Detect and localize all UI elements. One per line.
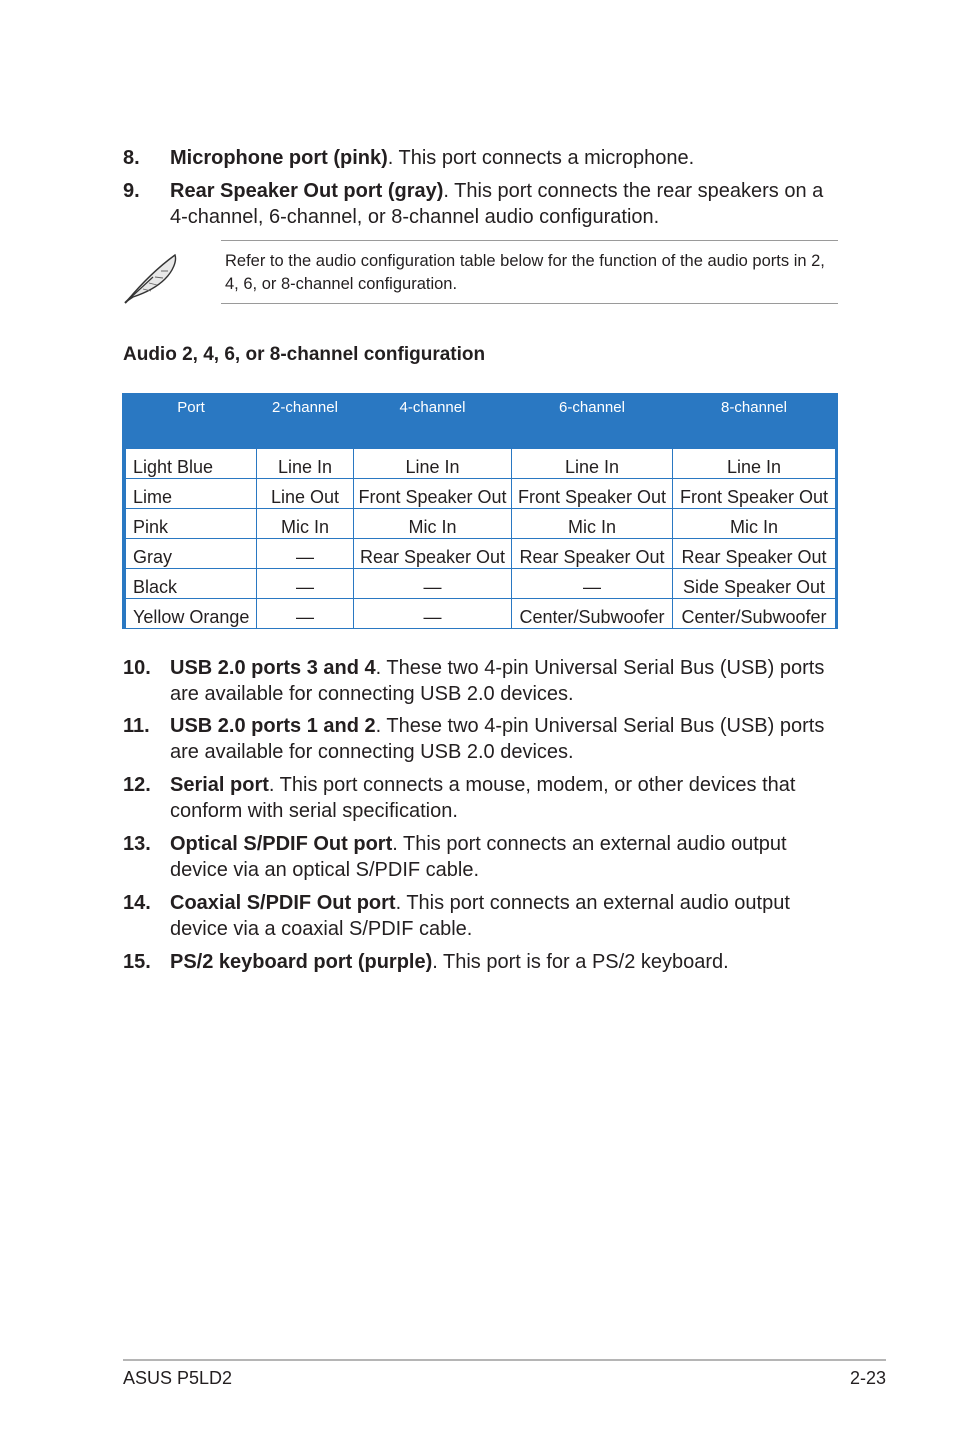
note-top-rule	[221, 240, 838, 241]
table-cell: Front Speaker Out	[673, 479, 836, 509]
list-item-15	[123, 949, 843, 975]
table-cell: Line Out	[257, 479, 354, 509]
item-number: 10.	[123, 657, 151, 679]
item-text: . This port connects an external audio output device via an optical S/PDIF cable.	[170, 833, 787, 881]
table-row	[126, 479, 836, 509]
header-4-channel: 4-channel	[399, 399, 466, 416]
list-item-13	[123, 831, 843, 883]
item-number: 9.	[123, 180, 140, 202]
table-row	[126, 449, 836, 479]
table-cell: Mic In	[673, 509, 836, 539]
table-cell: —	[354, 599, 512, 629]
table-cell: Light Blue	[126, 449, 257, 479]
table-cell: —	[512, 569, 673, 599]
note-box	[123, 240, 838, 304]
list-item-8	[123, 145, 843, 171]
table-cell: Rear Speaker Out	[673, 539, 836, 569]
table-cell: —	[257, 569, 354, 599]
table-row	[126, 509, 836, 539]
section-title: Audio 2, 4, 6, or 8-channel configuration	[123, 344, 486, 365]
item-number: 12.	[123, 774, 151, 796]
item-title: Optical S/PDIF Out port	[170, 833, 393, 855]
table-cell: Yellow Orange	[126, 599, 257, 629]
item-text: . This port connects a microphone.	[387, 147, 695, 169]
note-bottom-rule	[221, 303, 838, 304]
item-number: 8.	[123, 147, 140, 169]
table-cell: Lime	[126, 479, 257, 509]
table-cell: Center/Subwoofer	[512, 599, 673, 629]
list-item-11	[123, 713, 843, 765]
item-title: Microphone port (pink)	[170, 147, 388, 169]
item-number: 14.	[123, 892, 151, 914]
table-cell: Center/Subwoofer	[673, 599, 836, 629]
item-text: . These two 4-pin Universal Serial Bus (USB) ports are available for connecting USB 2.0 devices.	[170, 715, 825, 763]
table-cell: Line In	[257, 449, 354, 479]
item-title: Serial port	[170, 774, 269, 796]
list-item-10	[123, 655, 843, 707]
item-number: 15.	[123, 951, 151, 973]
table-cell: Rear Speaker Out	[354, 539, 512, 569]
table-row	[126, 599, 836, 629]
table-cell: Rear Speaker Out	[512, 539, 673, 569]
item-number: 11.	[123, 715, 150, 737]
table-cell: Front Speaker Out	[512, 479, 673, 509]
item-text: . This port is for a PS/2 keyboard.	[432, 951, 729, 973]
audio-config-table	[122, 393, 838, 629]
table-cell: Gray	[126, 539, 257, 569]
item-title: USB 2.0 ports 1 and 2	[170, 715, 376, 737]
table-cell: —	[257, 539, 354, 569]
table-cell: —	[257, 599, 354, 629]
note-text: Refer to the audio configuration table below for the function of the audio ports in 2, 4, 6, or 8-channel configuration.	[225, 252, 825, 293]
footer-product-name: ASUS P5LD2	[123, 1368, 233, 1388]
list-item-12	[123, 772, 843, 824]
item-text: . These two 4-pin Universal Serial Bus (USB) ports are available for connecting USB 2.0 devices.	[170, 657, 825, 705]
item-text: . This port connects an external audio output device via a coaxial S/PDIF cable.	[170, 892, 790, 940]
pen-icon	[123, 249, 183, 305]
table-cell: Pink	[126, 509, 257, 539]
table-row	[126, 569, 836, 599]
header-2-channel: 2-channel	[272, 399, 338, 416]
footer-page-number: 2-23	[849, 1368, 886, 1388]
table-cell: Mic In	[257, 509, 354, 539]
item-text: . This port connects the rear speakers on a 4-channel, 6-channel, or 8-channel audio configuration.	[170, 180, 824, 228]
footer-rule	[123, 1359, 886, 1361]
table-cell: Side Speaker Out	[673, 569, 836, 599]
table-cell: Black	[126, 569, 257, 599]
header-port: Port	[177, 399, 205, 416]
table-row	[126, 539, 836, 569]
table-header-row	[126, 393, 836, 449]
item-title: Rear Speaker Out port (gray)	[170, 180, 444, 202]
table-cell: Line In	[512, 449, 673, 479]
table-cell: Line In	[354, 449, 512, 479]
list-item-9	[123, 178, 843, 230]
item-title: Coaxial S/PDIF Out port	[170, 892, 396, 914]
table-cell: Mic In	[354, 509, 512, 539]
item-title: USB 2.0 ports 3 and 4	[170, 657, 376, 679]
table-cell: Line In	[673, 449, 836, 479]
header-6-channel: 6-channel	[559, 399, 625, 416]
table-cell: Front Speaker Out	[354, 479, 512, 509]
item-text: . This port connects a mouse, modem, or other devices that conform with serial specification.	[170, 774, 796, 822]
list-item-14	[123, 890, 843, 942]
item-number: 13.	[123, 833, 151, 855]
table-cell: —	[354, 569, 512, 599]
table-cell: Mic In	[512, 509, 673, 539]
header-8-channel: 8-channel	[721, 399, 787, 416]
item-title: PS/2 keyboard port (purple)	[170, 951, 433, 973]
